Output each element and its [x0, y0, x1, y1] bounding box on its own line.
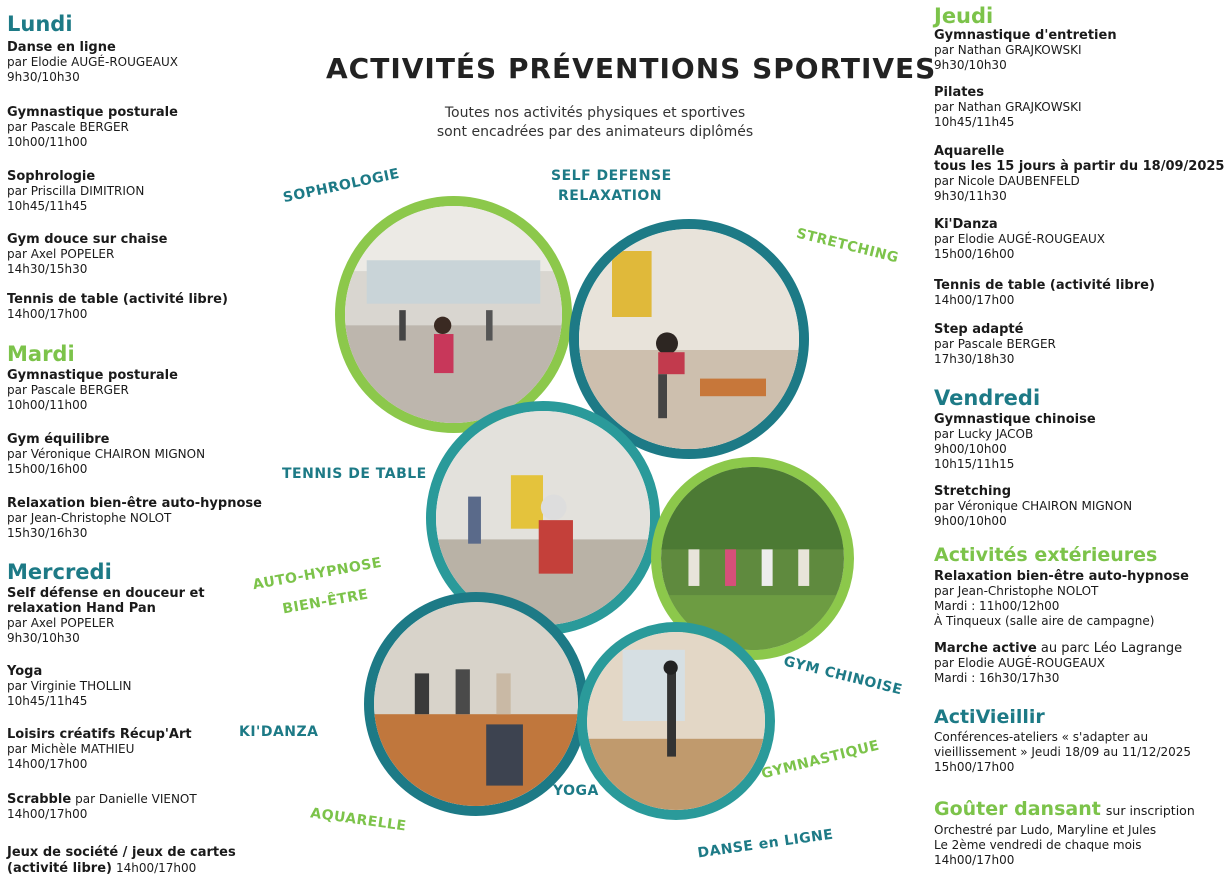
label-sophrologie: SOPHROLOGIE [281, 165, 402, 207]
label-aquarelle: AQUARELLE [309, 805, 408, 835]
list-item: Loisirs créatifs Récup'Art par Michèle MATHIEU 14h00/17h00 [7, 727, 192, 771]
gouter-suffix: sur inscription [1105, 803, 1195, 818]
list-item: Gymnastique d'entretien par Nathan GRAJKOWSKI 9h30/10h30 [934, 28, 1117, 72]
list-item: Conférences-ateliers « s'adapter au vieillissement » Jeudi 18/09 au 11/12/2025 15h00/17h00 [934, 730, 1192, 774]
list-item: Gym équilibre par Véronique CHAIRON MIGNON 15h00/16h00 [7, 432, 206, 476]
exterieures-section [934, 543, 1226, 567]
day-heading-jeudi: Jeudi [934, 4, 994, 28]
vendredi-section [934, 386, 1226, 410]
list-item: Gym douce sur chaise par Axel POPELER 14h30/15h30 [7, 232, 168, 276]
jeudi-section [934, 4, 1226, 28]
list-item: Self défense en douceur et relaxation Hand Pan par Axel POPELER 9h30/10h30 [7, 586, 205, 645]
heading-gouter-dansant: Goûter dansant [934, 798, 1101, 820]
list-item: Jeux de société / jeux de cartes (activité libre) 14h00/17h00 [7, 845, 236, 876]
list-item: Gymnastique chinoise par Lucky JACOB 9h00/10h00 10h15/11h15 [934, 412, 1096, 471]
page-subtitle: Toutes nos activités physiques et sportives sont encadrées par des animateurs diplômés [436, 105, 754, 140]
day-heading-vendredi: Vendredi [934, 386, 1041, 410]
photo-circle-sophrologie [335, 196, 572, 433]
list-item: Stretching par Véronique CHAIRON MIGNON 9h00/10h00 [934, 484, 1133, 528]
lundi-section [7, 12, 307, 36]
list-item: Relaxation bien-être auto-hypnose par Jean-Christophe NOLOT Mardi : 11h00/12h00 À Tinqueux (salle aire de campagne) [934, 569, 1189, 628]
label-gymnastique: GYMNASTIQUE [759, 737, 882, 783]
list-item: Sophrologie par Priscilla DIMITRION 10h45/11h45 [7, 169, 145, 213]
list-item: Step adapté par Pascale BERGER 17h30/18h30 [934, 322, 1056, 366]
heading-activieillir: ActiVieillir [934, 706, 1045, 728]
label-tennis-de-table: TENNIS DE TABLE [282, 466, 427, 482]
label-gym-chinoise: GYM CHINOISE [781, 653, 904, 699]
label-auto-hypnose: AUTO-HYPNOSE [251, 554, 384, 594]
yoga-photo [587, 632, 765, 810]
list-item: Ki'Danza par Elodie AUGÉ-ROUGEAUX 15h00/16h00 [934, 217, 1105, 261]
list-item: Relaxation bien-être auto-hypnose par Jean-Christophe NOLOT 15h30/16h30 [7, 496, 262, 540]
list-item: Aquarelle tous les 15 jours à partir du 18/09/2025 par Nicole DAUBENFELD 9h30/11h30 [934, 144, 1225, 203]
label-relaxation: RELAXATION [558, 188, 663, 204]
label-kidanza: KI'DANZA [239, 724, 319, 740]
day-heading-mercredi: Mercredi [7, 560, 112, 584]
page-title: ACTIVITÉS PRÉVENTIONS SPORTIVES [326, 52, 937, 85]
label-bien-etre: BIEN-ÊTRE [281, 586, 370, 618]
stretching-photo [579, 229, 799, 449]
photo-circle-yoga [577, 622, 775, 820]
label-yoga: YOGA [553, 783, 599, 799]
day-heading-lundi: Lundi [7, 12, 73, 36]
list-item: Scrabble par Danielle VIENOT 14h00/17h00 [7, 792, 197, 821]
list-item: Danse en ligne par Elodie AUGÉ-ROUGEAUX 9h30/10h30 [7, 40, 178, 84]
day-heading-mardi: Mardi [7, 342, 75, 366]
list-item: Gymnastique posturale par Pascale BERGER 10h00/11h00 [7, 105, 178, 149]
heading-activites-exterieures: Activités extérieures [934, 544, 1158, 566]
gym-class-photo [345, 206, 562, 423]
gouter-section [934, 797, 1226, 821]
label-danse-en-ligne: DANSE en LIGNE [696, 826, 835, 862]
circle-group-photo [374, 602, 578, 806]
list-item: Gymnastique posturale par Pascale BERGER 10h00/11h00 [7, 368, 178, 412]
list-item: Orchestré par Ludo, Maryline et Jules Le 2ème vendredi de chaque mois 14h00/17h00 [934, 823, 1157, 867]
label-stretching: STRETCHING [794, 225, 901, 267]
list-item: Yoga par Virginie THOLLIN 10h45/11h45 [7, 664, 132, 708]
label-self-defense: SELF DEFENSE [551, 168, 672, 184]
list-item: Pilates par Nathan GRAJKOWSKI 10h45/11h45 [934, 85, 1082, 129]
list-item: Marche active au parc Léo Lagrange par Elodie AUGÉ-ROUGEAUX Mardi : 16h30/17h30 [934, 641, 1183, 685]
list-item: Tennis de table (activité libre) 14h00/17h00 [7, 292, 228, 321]
activieillir-section [934, 705, 1226, 729]
mardi-section [7, 342, 307, 366]
list-item: Tennis de table (activité libre) 14h00/17h00 [934, 278, 1155, 307]
